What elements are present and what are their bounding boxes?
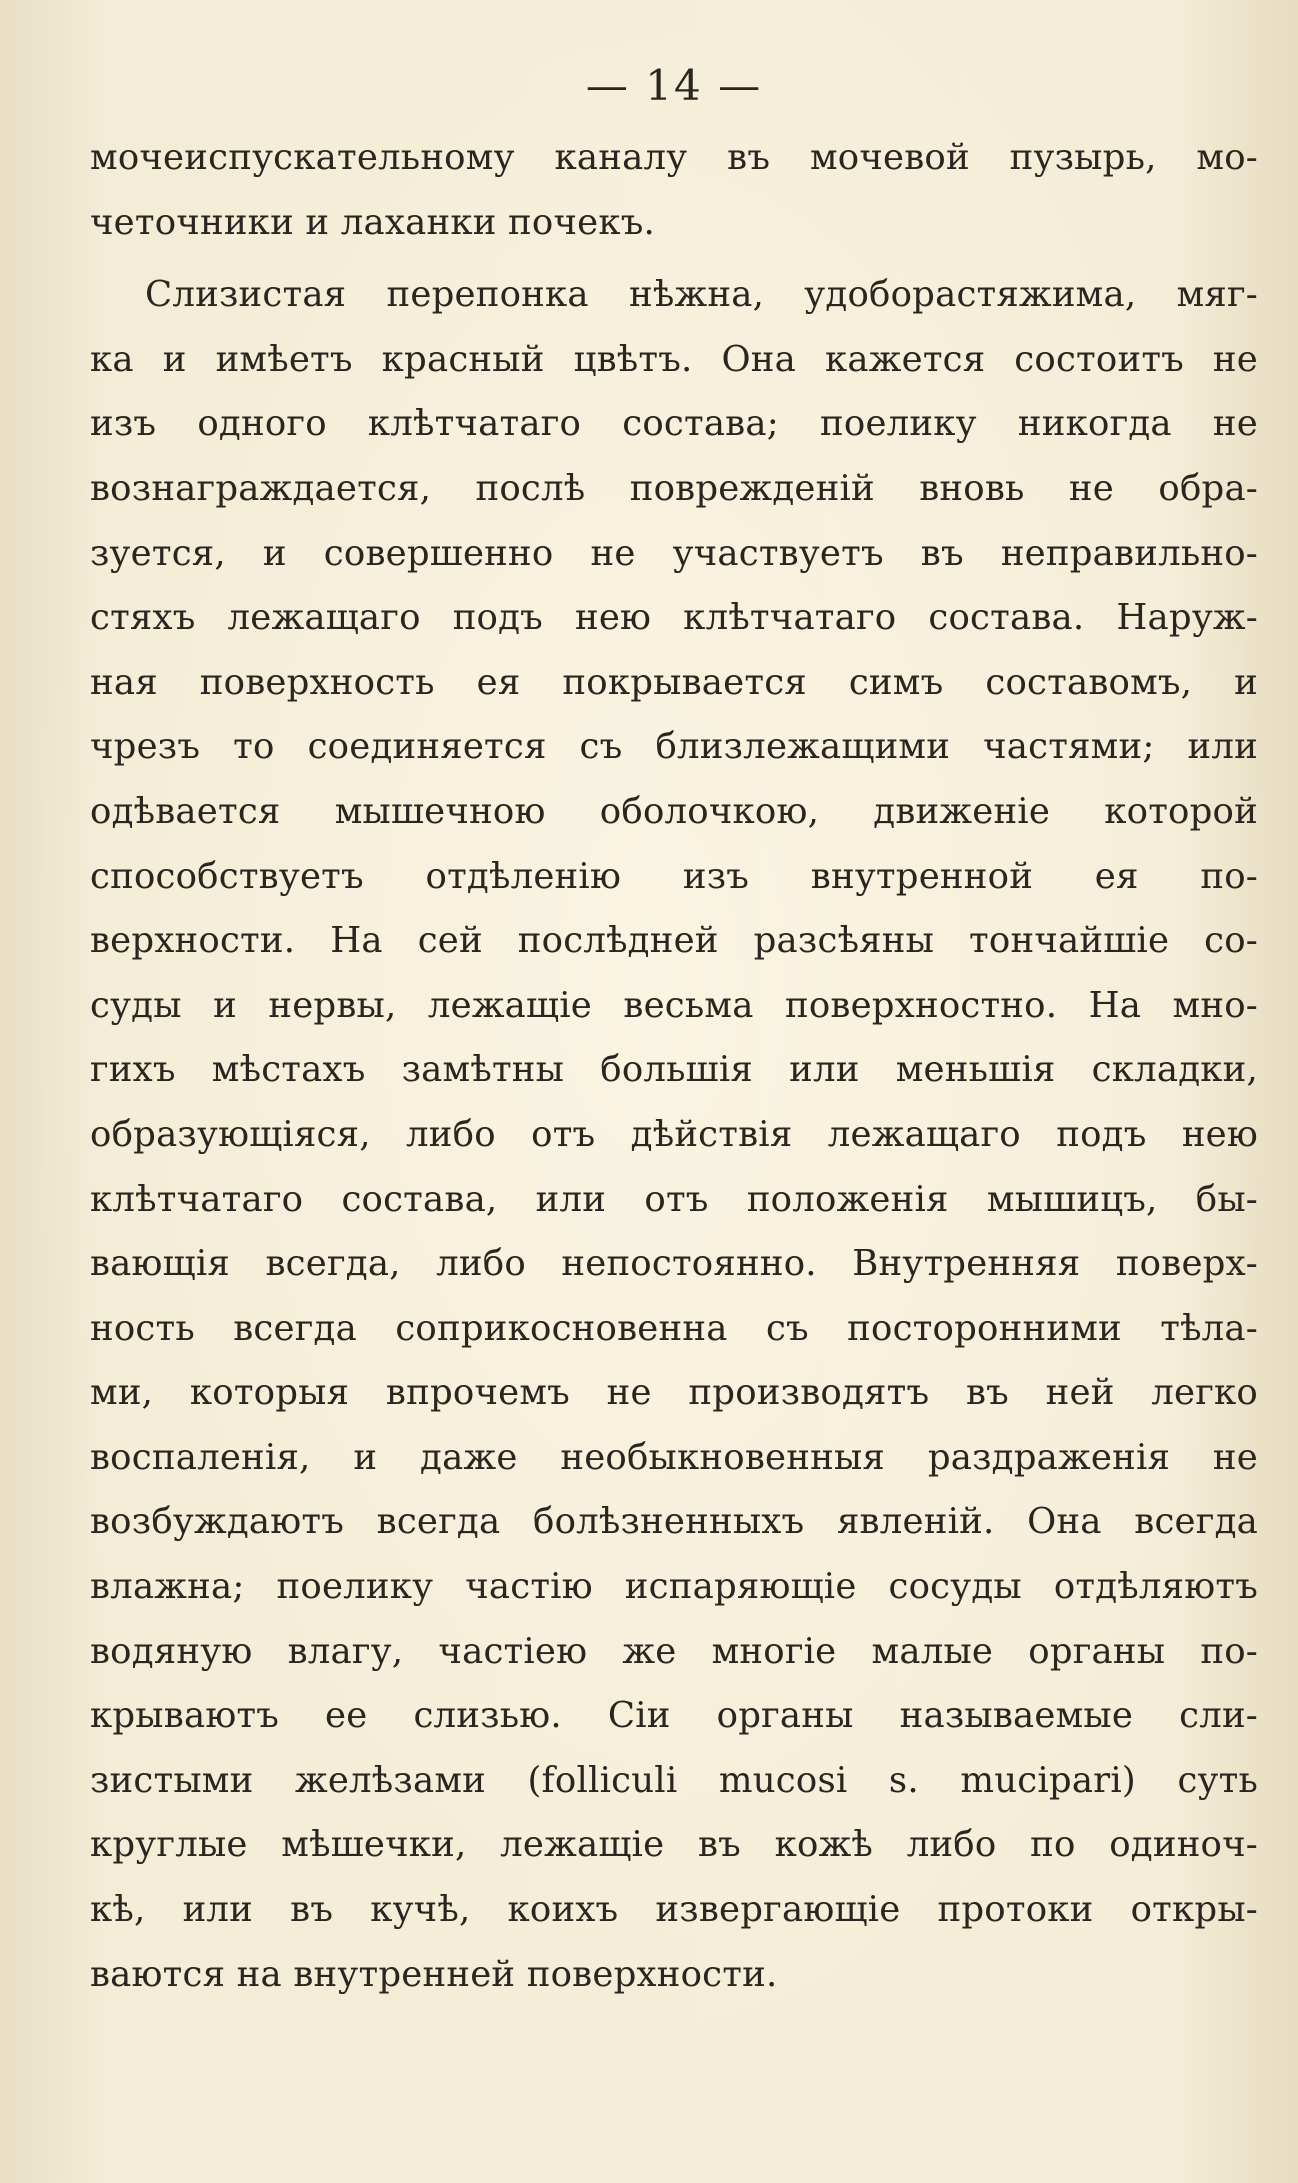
text-line: четочники и лаханки почекъ.: [90, 201, 656, 243]
text-line: вающія всегда, либо непостоянно. Внутренняя поверх-: [90, 1243, 1258, 1285]
text-line: способствуетъ отдѣленію изъ внутренной ея по-: [90, 855, 1258, 897]
text-line: крываютъ ее слизью. Сіи органы называемые сли-: [90, 1695, 1258, 1737]
paragraph-1: [90, 126, 1258, 255]
text-line: ми, которыя впрочемъ не производятъ въ ней легко: [90, 1372, 1258, 1414]
text-line: стяхъ лежащаго подъ нею клѣтчатаго состава. Наруж-: [90, 597, 1258, 639]
text-line: суды и нервы, лежащіе весьма поверхностно. На мно-: [90, 984, 1258, 1026]
text-line: зуется, и совершенно не участвуетъ въ неправильно-: [90, 532, 1258, 574]
text-line: вознаграждается, послѣ поврежденій вновь не обра-: [90, 467, 1258, 509]
text-line: ная поверхность ея покрывается симъ составомъ, и: [90, 661, 1258, 703]
paragraph-gap: [90, 255, 1258, 263]
text-line: гихъ мѣстахъ замѣтны большія или меньшія складки,: [90, 1049, 1258, 1091]
text-line: Слизистая перепонка нѣжна, удобoрастяжима, мяг-: [145, 274, 1258, 316]
text-line: зистыми желѣзами (folliculi mucosi s. mucipari) суть: [90, 1759, 1258, 1801]
text-line: ваются на внутренней поверхности.: [90, 1953, 778, 1995]
page-number: — 14 —: [585, 61, 763, 110]
text-line: мочеиспускательному каналу въ мочевой пузырь, мо-: [90, 137, 1258, 178]
text-line: влажна; поелику частію испаряющіе сосуды отдѣляютъ: [90, 1566, 1258, 1608]
text-line: ка и имѣетъ красный цвѣтъ. Она кажется состоитъ не: [90, 338, 1258, 380]
text-line: изъ одного клѣтчатаго состава; поелику никогда не: [90, 403, 1258, 445]
body-text: [90, 126, 1258, 2007]
paragraph-2: [90, 263, 1258, 2007]
text-line: возбуждаютъ всегда болѣзненныхъ явленій. Она всегда: [90, 1501, 1258, 1543]
text-line: чрезъ то соединяется съ близлежащими частями; или: [90, 726, 1258, 768]
text-line: водяную влагу, частіею же многіе малые органы по-: [90, 1630, 1258, 1672]
text-line: клѣтчатаго состава, или отъ положенія мышицъ, бы-: [90, 1178, 1258, 1220]
text-line: воспаленія, и даже необыкновенныя раздраженія не: [90, 1436, 1258, 1478]
text-line: круглые мѣшечки, лежащіе въ кожѣ либо по одиноч-: [90, 1824, 1258, 1866]
text-line: ность всегда соприкосновенна съ посторонними тѣла-: [90, 1307, 1258, 1349]
text-line: верхности. На сей послѣдней разсѣяны тончайшіе со-: [90, 920, 1258, 962]
text-line: образующіяся, либо отъ дѣйствія лежащаго подъ нею: [90, 1113, 1258, 1155]
text-line: одѣвается мышечною оболочкою, движеніе которой: [90, 790, 1258, 832]
text-line: кѣ, или въ кучѣ, коихъ извергающіе протоки откры-: [90, 1889, 1258, 1931]
